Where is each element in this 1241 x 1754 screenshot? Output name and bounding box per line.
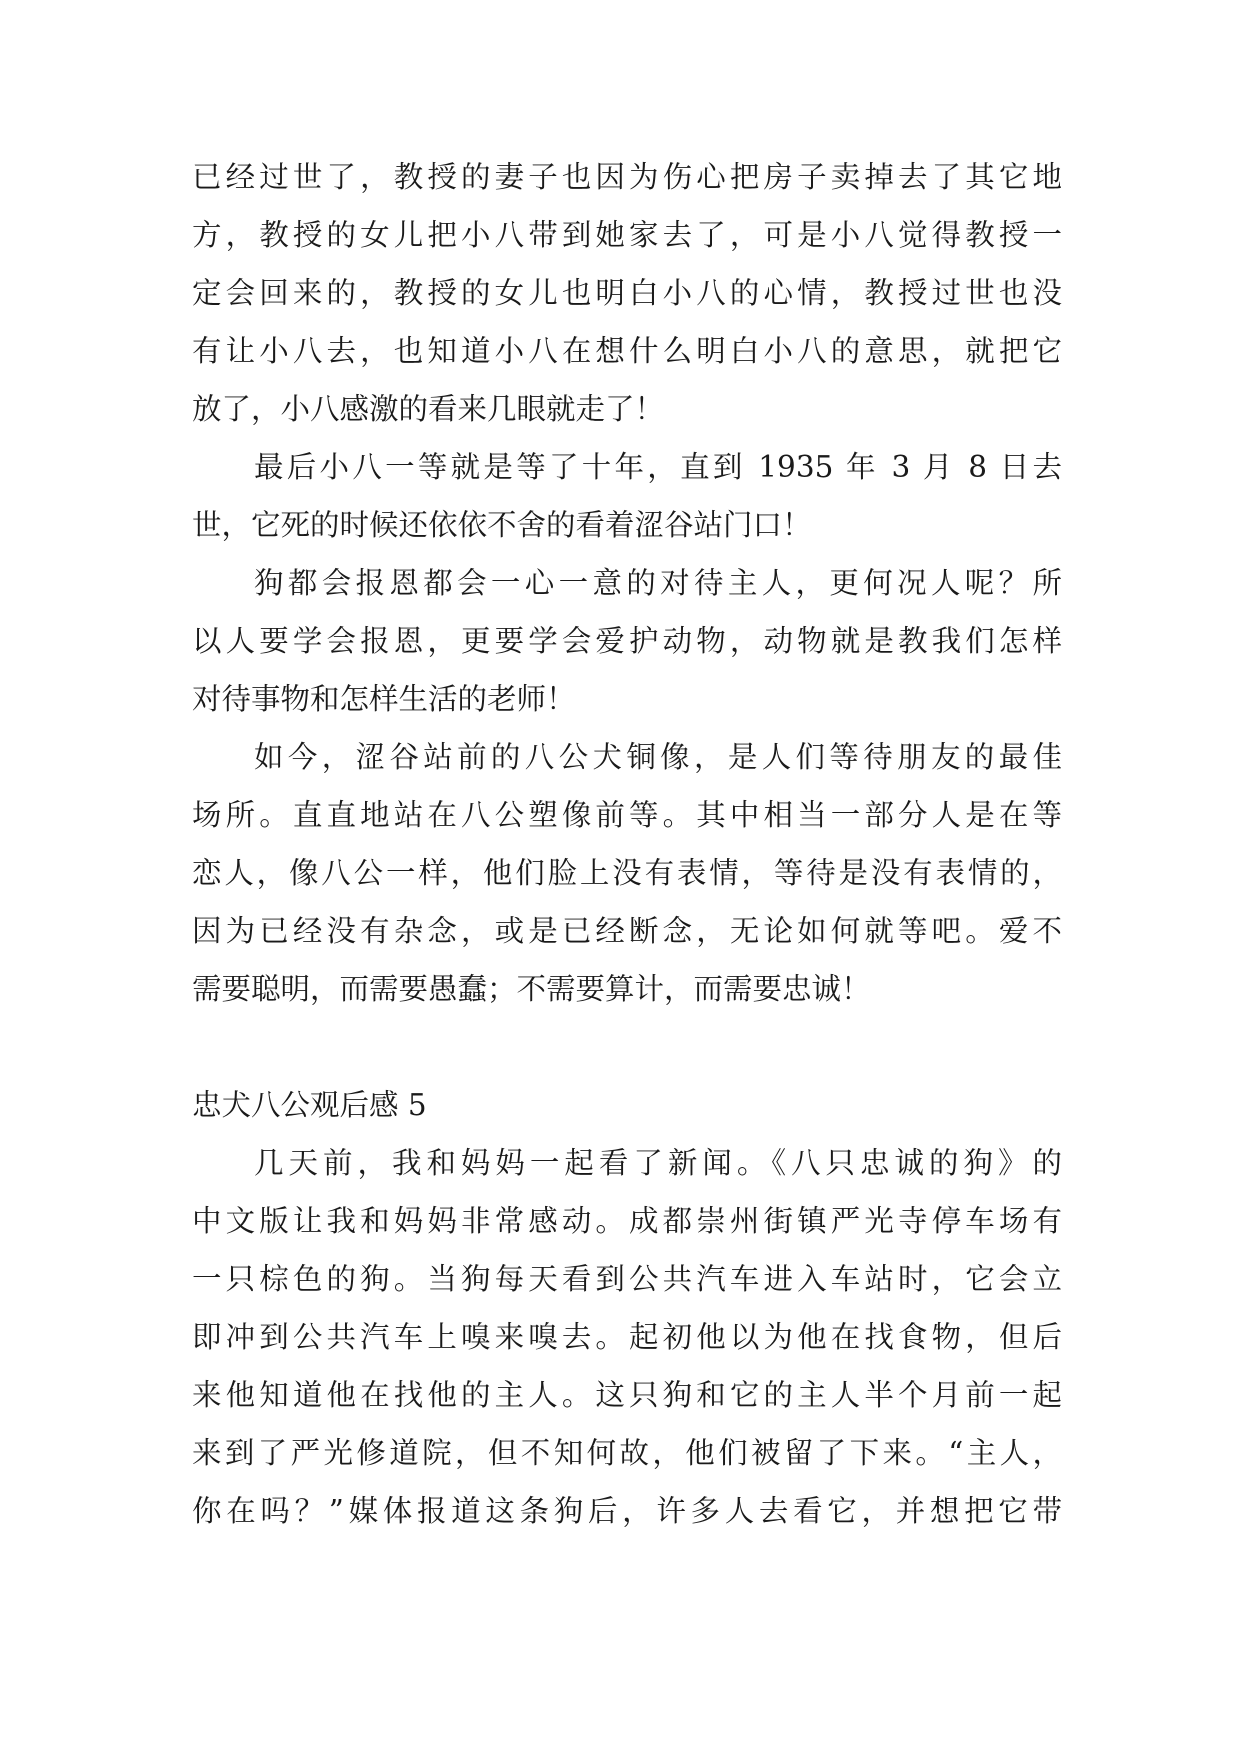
text-line: 需要聪明，而需要愚蠢；不需要算计，而需要忠诚！ bbox=[192, 972, 871, 1006]
text-line: 来他知道他在找他的主人。这只狗和它的主人半个月前一起 bbox=[192, 1378, 1062, 1412]
text-line: 世，它死的时候还依依不舍的看着涩谷站门口！ bbox=[192, 508, 812, 542]
paragraph-3 bbox=[192, 554, 1062, 728]
text-line: 以人要学会报恩，更要学会爱护动物，动物就是教我们怎样 bbox=[192, 624, 1062, 658]
text-line: 你在吗？”媒体报道这条狗后，许多人去看它，并想把它带 bbox=[192, 1494, 1062, 1528]
section-title: 忠犬八公观后感 5 bbox=[192, 1088, 427, 1122]
text-line: 定会回来的，教授的女儿也明白小八的心情，教授过世也没 bbox=[192, 276, 1062, 310]
text-line: 中文版让我和妈妈非常感动。成都崇州街镇严光寺停车场有 bbox=[192, 1204, 1062, 1238]
text-line: 放了，小八感激的看来几眼就走了！ bbox=[192, 392, 665, 426]
document-page bbox=[192, 148, 1062, 1540]
paragraph-4 bbox=[192, 728, 1062, 1018]
text-line: 一只棕色的狗。当狗每天看到公共汽车进入车站时，它会立 bbox=[192, 1262, 1062, 1296]
text-line: 因为已经没有杂念，或是已经断念，无论如何就等吧。爱不 bbox=[192, 914, 1062, 948]
text-line: 几天前，我和妈妈一起看了新闻。《八只忠诚的狗》的 bbox=[254, 1146, 1062, 1180]
paragraph-5 bbox=[192, 1134, 1062, 1540]
text-line: 有让小八去，也知道小八在想什么明白小八的意思，就把它 bbox=[192, 334, 1062, 368]
paragraph-2 bbox=[192, 438, 1062, 554]
text-line: 场所。直直地站在八公塑像前等。其中相当一部分人是在等 bbox=[192, 798, 1062, 832]
text-line: 即冲到公共汽车上嗅来嗅去。起初他以为他在找食物，但后 bbox=[192, 1320, 1062, 1354]
text-line: 如今，涩谷站前的八公犬铜像，是人们等待朋友的最佳 bbox=[254, 740, 1062, 774]
text-line: 来到了严光修道院，但不知何故，他们被留了下来。“主人， bbox=[192, 1436, 1062, 1470]
text-line: 最后小八一等就是等了十年，直到 1935 年 3 月 8 日去 bbox=[254, 450, 1062, 484]
text-line: 方，教授的女儿把小八带到她家去了，可是小八觉得教授一 bbox=[192, 218, 1062, 252]
text-line: 恋人，像八公一样，他们脸上没有表情，等待是没有表情的， bbox=[192, 856, 1062, 890]
text-line: 狗都会报恩都会一心一意的对待主人，更何况人呢？所 bbox=[254, 566, 1062, 600]
text-line: 对待事物和怎样生活的老师！ bbox=[192, 682, 576, 716]
text-line: 已经过世了，教授的妻子也因为伤心把房子卖掉去了其它地 bbox=[192, 160, 1062, 194]
paragraph-1 bbox=[192, 148, 1062, 438]
